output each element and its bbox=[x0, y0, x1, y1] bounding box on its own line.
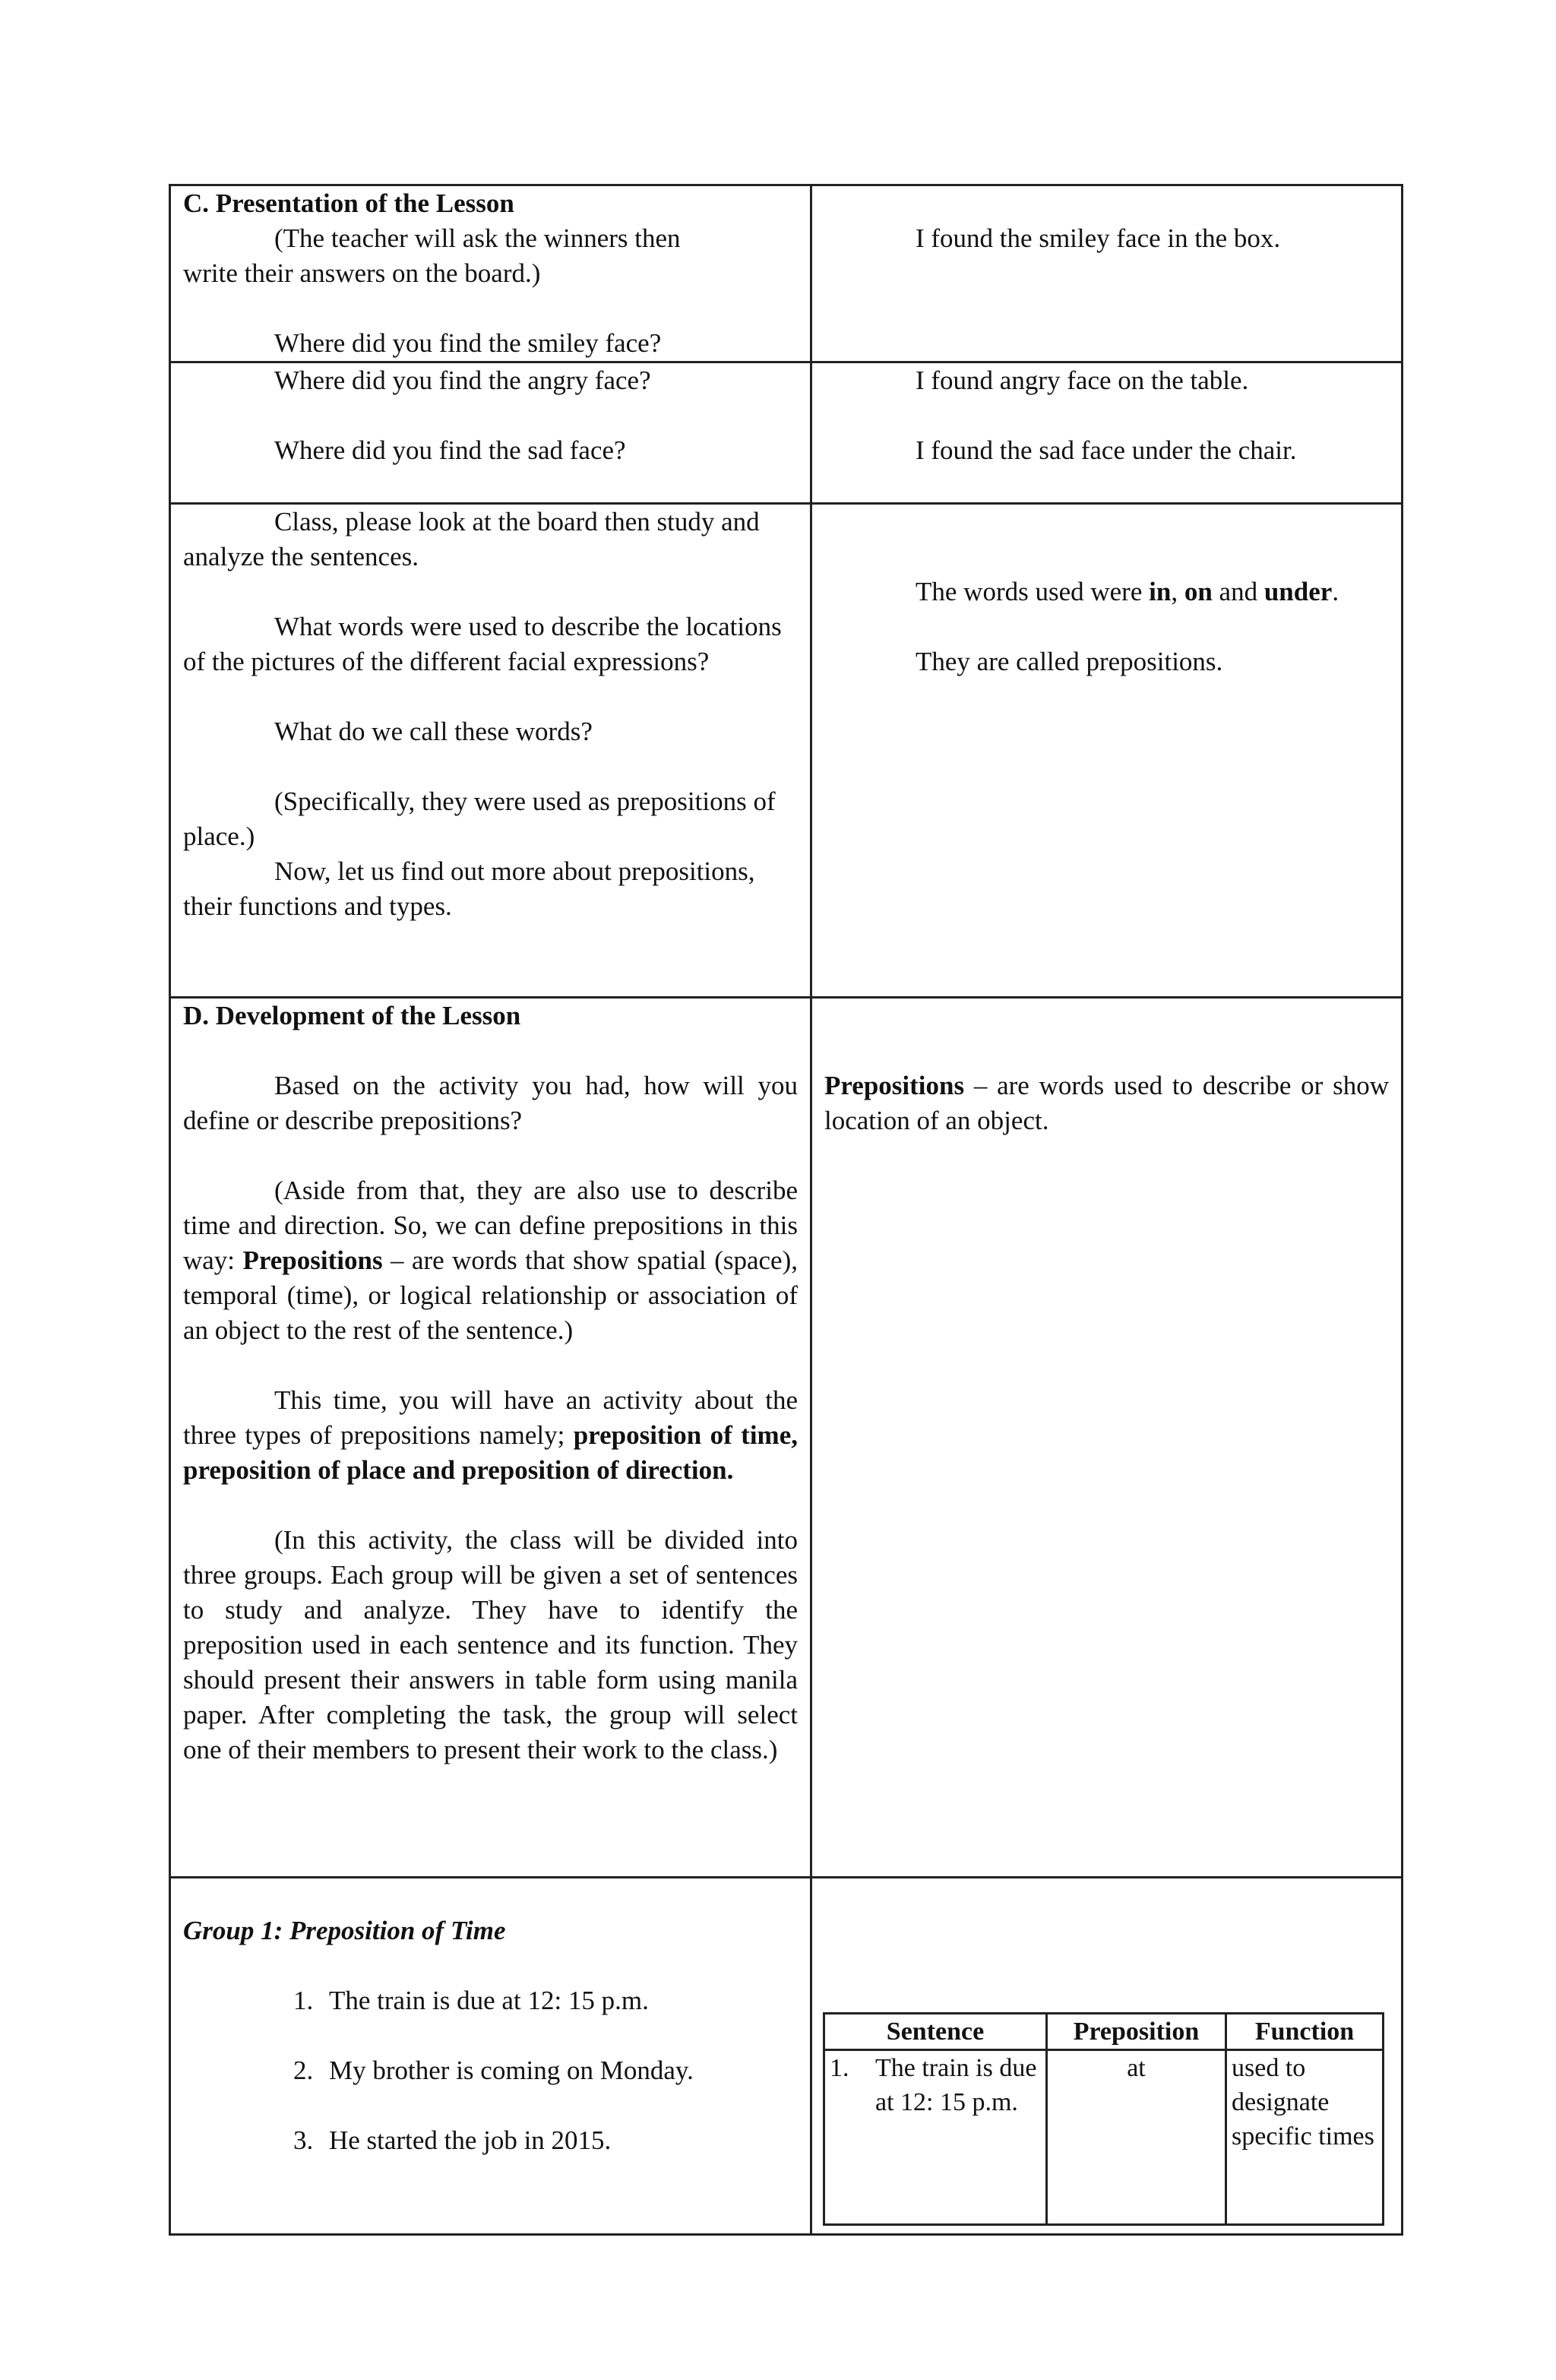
section-d-heading: D. Development of the Lesson bbox=[183, 1001, 521, 1030]
question: Where did you find the sad face? bbox=[274, 435, 626, 465]
left-cell bbox=[170, 998, 811, 1878]
definition: Prepositions – are words used to describe or show location of an object. bbox=[824, 1071, 1389, 1135]
left-cell bbox=[170, 504, 811, 998]
answer: I found angry face on the table. bbox=[916, 366, 1249, 395]
answer-table bbox=[823, 2012, 1384, 2226]
question: What words were used to describe the locations of the pictures of the different facial expressions? bbox=[183, 612, 782, 676]
right-cell bbox=[811, 504, 1403, 998]
row-number: 1. bbox=[830, 2054, 849, 2082]
section-c-heading: C. Presentation of the Lesson bbox=[183, 188, 514, 218]
right-cell bbox=[811, 362, 1403, 504]
table-row bbox=[170, 504, 1403, 998]
sentence-list bbox=[183, 1983, 798, 2158]
table-cell: 1. The train is due at 12: 15 p.m. bbox=[824, 2050, 1047, 2225]
table-row bbox=[170, 185, 1403, 362]
answer: They are called prepositions. bbox=[916, 647, 1223, 676]
instruction-line: (The teacher will ask the winners then bbox=[274, 223, 681, 253]
left-cell bbox=[170, 185, 811, 362]
column-header: Sentence bbox=[824, 2014, 1047, 2050]
column-header: Function bbox=[1226, 2014, 1384, 2050]
table-row bbox=[824, 2050, 1384, 2225]
question: Where did you find the smiley face? bbox=[274, 328, 662, 358]
list-item: 2. My brother is coming on Monday. bbox=[320, 2053, 798, 2088]
question: Based on the activity you had, how will you define or describe prepositions? bbox=[183, 1071, 798, 1135]
table-row bbox=[170, 1878, 1403, 2235]
paragraph: Class, please look at the board then study and analyze the sentences. bbox=[183, 507, 760, 571]
list-item: 1. The train is due at 12: 15 p.m. bbox=[320, 1983, 798, 2018]
paragraph: (In this activity, the class will be divided into three groups. Each group will be given a set of sentences to study and analyze. They have to identify the preposition used in each sentence and its function. They should present their answers in table form using manila paper. After completing the task, the group will select one of their members to present their work to the class.) bbox=[183, 1525, 798, 1764]
right-cell bbox=[811, 998, 1403, 1878]
paragraph: (Aside from that, they are also use to describe time and direction. So, we can define prepositions in this way: Prepositions – are words that show spatial (space), temporal (time), or logical relationship or association of an object to the rest of the sentence.) bbox=[183, 1176, 798, 1345]
group-heading: Group 1: Preposition of Time bbox=[183, 1916, 506, 1945]
table-cell: at bbox=[1047, 2050, 1226, 2225]
right-cell bbox=[811, 185, 1403, 362]
instruction-line: write their answers on the board.) bbox=[183, 258, 541, 288]
question: What do we call these words? bbox=[274, 717, 593, 746]
column-header: Preposition bbox=[1047, 2014, 1226, 2050]
question: Where did you find the angry face? bbox=[274, 366, 651, 395]
right-cell bbox=[811, 1878, 1403, 2235]
paragraph: (Specifically, they were used as prepositions of place.) bbox=[183, 786, 776, 851]
lesson-plan-table bbox=[169, 184, 1403, 2236]
left-cell bbox=[170, 362, 811, 504]
paragraph: Now, let us find out more about prepositions, their functions and types. bbox=[183, 856, 755, 921]
left-cell bbox=[170, 1878, 811, 2235]
paragraph: This time, you will have an activity about the three types of prepositions namely; preposition of time, preposition of place and preposition of direction. bbox=[183, 1385, 798, 1485]
table-cell: used to designate specific times bbox=[1226, 2050, 1384, 2225]
answer: I found the sad face under the chair. bbox=[916, 435, 1297, 465]
answer: The words used were in, on and under. bbox=[916, 577, 1339, 606]
table-row bbox=[170, 998, 1403, 1878]
list-item: 3. He started the job in 2015. bbox=[320, 2123, 798, 2158]
answer: I found the smiley face in the box. bbox=[916, 223, 1281, 253]
table-row bbox=[170, 362, 1403, 504]
table-header-row bbox=[824, 2014, 1384, 2050]
